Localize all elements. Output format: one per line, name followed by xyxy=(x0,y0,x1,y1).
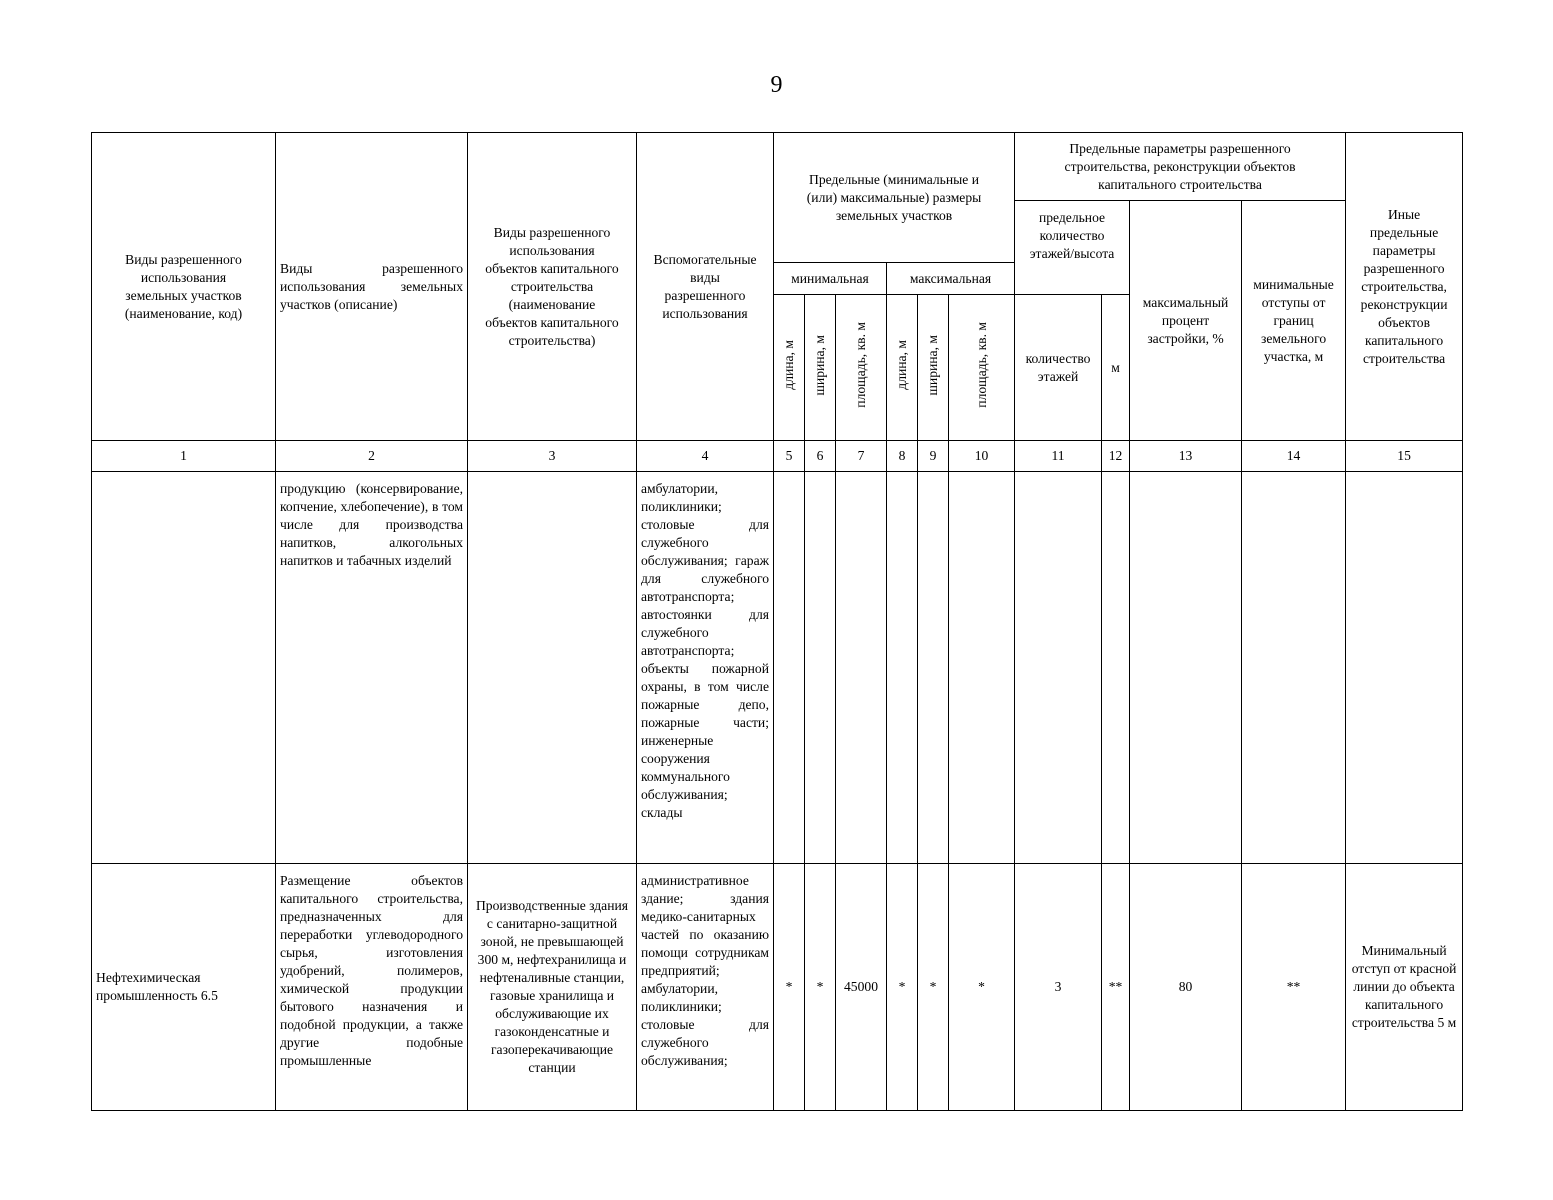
use-description-cell: продукцию (консервирование, копчение, хлебопечение), в том числе для производства напитков, алкогольных напитков и табачных изделий xyxy=(276,472,468,864)
min-area-cell: 45000 xyxy=(836,864,887,1111)
min-width-cell xyxy=(805,472,836,864)
use-name-cell: Нефтехимическая промышленность 6.5 xyxy=(92,864,276,1111)
auxiliary-uses-cell: административное здание; здания медико-санитарных частей по оказанию помощи сотрудникам предприятий; амбулатории, поликлиники; столовые для служебного обслуживания; xyxy=(637,864,774,1111)
column-number: 9 xyxy=(918,441,949,472)
header-col1: Виды разрешенного использования земельных участков (наименование, код) xyxy=(92,133,276,441)
page-number: 9 xyxy=(770,72,783,98)
header-area-max xyxy=(949,295,1015,441)
column-number: 6 xyxy=(805,441,836,472)
column-number: 8 xyxy=(887,441,918,472)
column-number: 12 xyxy=(1102,441,1130,472)
column-number: 11 xyxy=(1015,441,1102,472)
header-meters: м xyxy=(1102,295,1130,441)
column-number: 13 xyxy=(1130,441,1242,472)
floors-cell xyxy=(1015,472,1102,864)
header-length-min xyxy=(774,295,805,441)
use-description-cell: Размещение объектов капитального строительства, предназначенных для переработки углеводородного сырья, изготовления удобрений, полимеров, химической продукции бытового назначения и подобной продукции, а также другие подобные промышленные xyxy=(276,864,468,1111)
column-number: 1 xyxy=(92,441,276,472)
table-row xyxy=(92,472,1463,864)
header-length-max xyxy=(887,295,918,441)
header-floors-count: количество этажей xyxy=(1015,295,1102,441)
header-width-min xyxy=(805,295,836,441)
header-col4: Вспомогательные виды разрешенного использования xyxy=(637,133,774,441)
setback-cell xyxy=(1242,472,1346,864)
area-label: площадь, кв. м xyxy=(973,322,989,408)
column-numbers-row xyxy=(92,441,1463,472)
min-width-cell: * xyxy=(805,864,836,1111)
area-label: площадь, кв. м xyxy=(853,322,868,408)
column-number: 2 xyxy=(276,441,468,472)
header-col13: максимальный процент застройки, % xyxy=(1130,201,1242,441)
regulations-table xyxy=(91,132,1463,1111)
floors-cell: 3 xyxy=(1015,864,1102,1111)
other-params-cell: Минимальный отступ от красной линии до объекта капитального строительства 5 м xyxy=(1346,864,1463,1111)
header-col15: Иные предельные параметры разрешенного строительства, реконструкции объектов капитального строительства xyxy=(1346,133,1463,441)
build-percent-cell xyxy=(1130,472,1242,864)
max-length-cell xyxy=(887,472,918,864)
header-area-min xyxy=(836,295,887,441)
build-percent-cell: 80 xyxy=(1130,864,1242,1111)
min-area-cell xyxy=(836,472,887,864)
setback-cell: ** xyxy=(1242,864,1346,1111)
header-minimal: минимальная xyxy=(774,263,887,295)
header-floors-height: предельное количество этажей/высота xyxy=(1015,201,1130,295)
column-number: 3 xyxy=(468,441,637,472)
height-cell xyxy=(1102,472,1130,864)
min-length-cell: * xyxy=(774,864,805,1111)
column-number: 14 xyxy=(1242,441,1346,472)
column-number: 15 xyxy=(1346,441,1463,472)
capital-objects-cell xyxy=(468,472,637,864)
max-width-cell: * xyxy=(918,864,949,1111)
header-plot-sizes: Предельные (минимальные и (или) максимальные) размеры земельных участков xyxy=(774,133,1015,263)
column-number: 5 xyxy=(774,441,805,472)
max-area-cell xyxy=(949,472,1015,864)
length-label: длина, м xyxy=(781,340,796,390)
width-label: ширина, м xyxy=(812,334,827,396)
max-length-cell: * xyxy=(887,864,918,1111)
length-label: длина, м xyxy=(894,340,909,390)
header-col2: Виды разрешенного использования земельных участков (описание) xyxy=(276,133,468,441)
column-number: 4 xyxy=(637,441,774,472)
width-label: ширина, м xyxy=(925,334,940,396)
auxiliary-uses-cell: амбулатории, поликлиники; столовые для служебного обслуживания; гараж для служебного автотранспорта; автостоянки для служебного автотранспорта; объекты пожарной охраны, в том числе пожарные депо, пожарные части; инженерные сооружения коммунального обслуживания; склады xyxy=(637,472,774,864)
table-row xyxy=(92,864,1463,1111)
header-row-1 xyxy=(92,133,1463,201)
height-cell: ** xyxy=(1102,864,1130,1111)
column-number: 10 xyxy=(949,441,1015,472)
header-maximal: максимальная xyxy=(887,263,1015,295)
header-col14: минимальные отступы от границ земельного участка, м xyxy=(1242,201,1346,441)
header-width-max xyxy=(918,295,949,441)
column-number: 7 xyxy=(836,441,887,472)
use-name-cell xyxy=(92,472,276,864)
other-params-cell xyxy=(1346,472,1463,864)
max-width-cell xyxy=(918,472,949,864)
min-length-cell xyxy=(774,472,805,864)
header-build-params: Предельные параметры разрешенного строительства, реконструкции объектов капитального строительства xyxy=(1015,133,1346,201)
header-col3: Виды разрешенного использования объектов капитального строительства (наименование объектов капитального строительства) xyxy=(468,133,637,441)
max-area-cell: * xyxy=(949,864,1015,1111)
capital-objects-cell: Производственные здания с санитарно-защитной зоной, не превышающей 300 м, нефтехранилища и нефтеналивные станции, газовые хранилища и обслуживающие их газоконденсатные и газоперекачивающие станции xyxy=(468,864,637,1111)
